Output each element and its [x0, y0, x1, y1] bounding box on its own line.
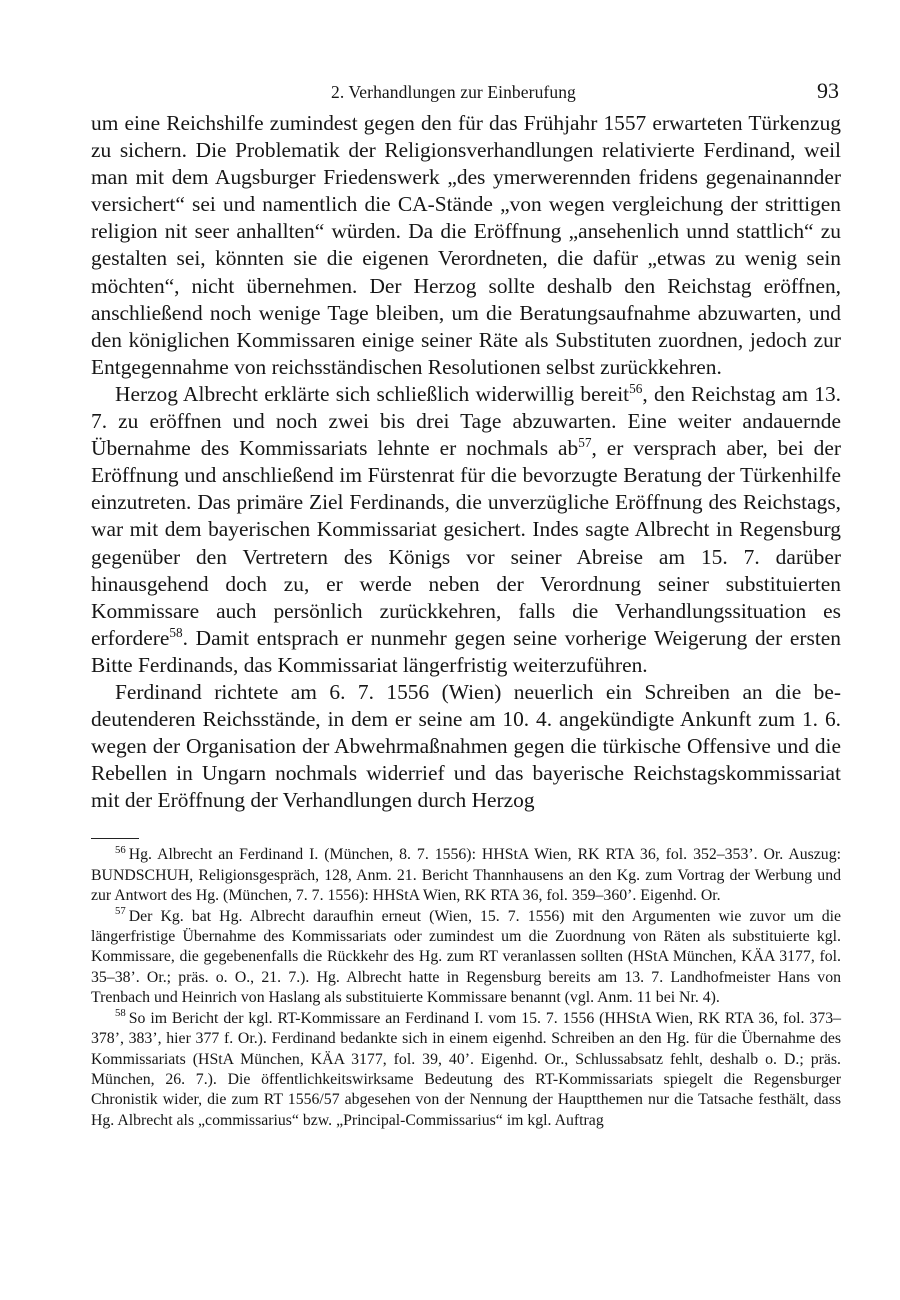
paragraph-3: Ferdinand richtete am 6. 7. 1556 (Wien) neuerlich ein Schreiben an die bedeutenderen Reichsstände, in dem er seine am 10. 4. angekündigte Ankunft zum 1. 6. wegen der Organisation der Abwehrmaßnahmen gegen die türkische Offensive und die Rebellen in Ungarn nochmals widerrief und das bayerische Reichstagskommissariat mit der Eröffnung der Verhandlungen durch Herzog — [91, 679, 841, 813]
note-ref-56: 56 — [629, 380, 643, 396]
main-text — [91, 110, 841, 814]
footnote-number: 56 — [115, 844, 126, 857]
paragraph-1: um eine Reichshilfe zumindest gegen den für das Frühjahr 1557 erwarteten Türkenzug zu sichern. Die Problematik der Religionsverhandlungen relativierte Ferdinand, weil man mit dem Augsburger Friedenswerk „des ymerwerennden fridens gegenainannder versichert“ sei und namentlich die CA-Stände „von wegen vergleichung der strittigen religion nit seer anhallten“ würden. Da die Eröffnung „ansehenlich unnd stattlich“ zu gestalten sei, könnten sie die eigenen Verordneten, die dafür „etwas zu wenig sein möchten“, nicht übernehmen. Der Herzog sollte deshalb den Reichstag eröffnen, anschließend noch wenige Tage bleiben, um die Beratungsaufnahme abzuwarten, und den königlichen Kommissaren einige seiner Räte als Substituten zuordnen, jedoch zur Entgegennahme von reichsständischen Resolutionen selbst zurückkehren. — [91, 111, 841, 379]
footnotes — [91, 845, 841, 1131]
footnote-58 — [91, 1009, 841, 1131]
footnote-56 — [91, 845, 841, 906]
page-number: 93 — [817, 78, 839, 103]
note-ref-57: 57 — [578, 435, 592, 450]
footnote-text: Der Kg. bat Hg. Albrecht daraufhin erneut (Wien, 15. 7. 1556) mit den Argumenten wie zuvor um die längerfristige Übernahme des Kommissariats oder zumindest um die Zuordnung von Räten als substituierte kgl. Kommissare, die gegebenenfalls die Rückkehr des Hg. zum RT veranlassen sollten (HStA München, KÄA 3177, fol. 35–38’. Or.; präs. o. O., 21. 7.). Hg. Albrecht hatte in Regensburg bereits am 13. 7. Landhofmeister Hans von Trenbach und Heinrich von Haslang als substituierte Kommissare benannt (vgl. Anm. 11 bei Nr. 4). — [91, 907, 841, 1007]
chapter-title: 2. Verhandlungen zur Einberufung — [331, 82, 576, 102]
footnote-text: Hg. Albrecht an Ferdinand I. (München, 8. 7. 1556): HHStA Wien, RK RTA 36, fol. 352–353’. Or. Auszug: BUNDSCHUH, Religionsgespräch, 128, Anm. 21. Bericht Thannhausens an den Kg. zum Vortrag der Werbung und zur Antwort des Hg. (München, 7. 7. 1556): HHStA Wien, RK RTA 36, fol. 359–360’. Eigenhd. Or. — [91, 846, 841, 905]
paragraph-2-part-4: . Damit entsprach er nunmehr gegen seine vorherige Weigerung der ersten Bitte Ferdinands, das Kommissariat längerfristig weiterzuführen. — [91, 625, 841, 677]
running-header — [91, 78, 841, 110]
book-page — [91, 78, 841, 1131]
footnote-number: 58 — [115, 1007, 126, 1020]
paragraph-2-part-1: Herzog Albrecht erklärte sich schließlich widerwillig bereit — [115, 381, 630, 406]
paragraph-2-part-3: , er versprach aber, bei der Eröffnung und anschließend im Fürstenrat für die bevorzugte Beratung der Türkenhilfe einzutreten. Das primäre Ziel Ferdinands, die unverzügliche Eröffnung des Reichstags, war mit dem bayerischen Kommissariat gesichert. Indes sagte Albrecht in Regensburg gegenüber den Vertretern des Königs vor seiner Abreise am 15. 7. darüber hinausgehend doch zu, er werde neben der Verordnung seiner substituierten Kommissare auch persönlich zurückkehren, falls die Verhandlungssituation es erfordere — [91, 436, 841, 650]
footnote-text: So im Bericht der kgl. RT-Kommissare an Ferdinand I. vom 15. 7. 1556 (HHStA Wien, RK RTA 36, fol. 373–378’, 383’, hier 377 f. Or.). Ferdinand bedankte sich in einem eigenhd. Schreiben an den Hg. für die Übernahme des Kommissariats (HStA München, KÄA 3177, fol. 39, 40’. Eigenhd. Or., Schlussabsatz fehlt, deshalb o. D.; präs. München, 26. 7.). Die öffentlichkeitswirksame Bedeutung des RT-Kommissariats spiegelt die Regensburger Chronistik wider, die zum RT 1556/57 abgesehen von der Nennung der Hauptthemen nur die Tatsache festhält, dass Hg. Albrecht als „commissarius“ bzw. „Principal-Commissarius“ im kgl. Auftrag — [91, 1009, 841, 1129]
footnote-divider — [91, 838, 139, 839]
footnote-number: 57 — [115, 905, 126, 918]
note-ref-58: 58 — [169, 624, 183, 640]
paragraph-2 — [91, 381, 841, 679]
paragraph-2-part-2: , den Reichstag am 13. 7. zu eröffnen und noch zwei bis drei Tage abzuwarten. Eine weiter andauernde Übernahme des Kommissariats lehnte er nochmals ab — [91, 381, 841, 461]
footnote-57 — [91, 907, 841, 1009]
